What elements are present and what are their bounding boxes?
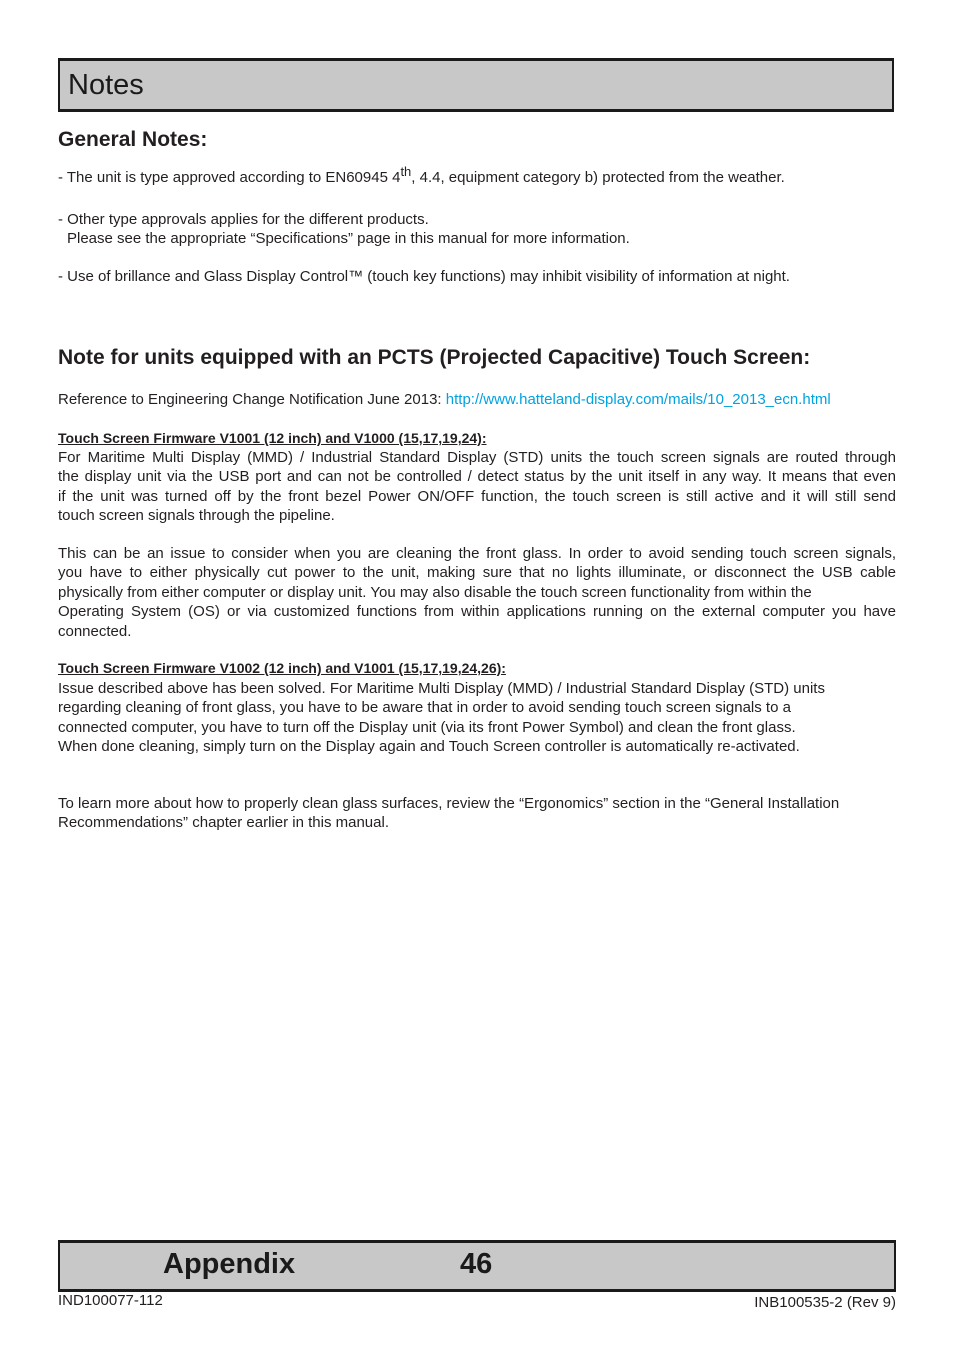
fw1-p2-line: you have to either physically cut power to the unit, making sure that no lights illuminate, or disconnect the USB cable [58,564,896,582]
note-1-text: - The unit is type approved according to EN60945 4 [58,169,401,186]
fw1-paragraph-2 [58,544,896,641]
page-title: Notes [68,69,144,101]
fw1-paragraph-1 [58,448,896,526]
fw1-p2-line: Operating System (OS) or via customized functions from within applications running on the external computer you have [58,603,896,621]
fw1-p1-line: touch screen signals through the pipeline. [58,507,335,525]
fw2-line: regarding cleaning of front glass, you have to be aware that in order to avoid sending touch screen signals to a [58,699,791,717]
fw2-line: connected computer, you have to turn off the Display unit (via its front Power Symbol) and clean the front glass. [58,718,796,736]
fw1-p2-line: physically from either computer or display unit. You may also disable the touch screen functionality from within the [58,583,812,601]
doc-number-left: IND100077-112 [58,1292,163,1309]
fw1-p2-line: connected. [58,622,132,640]
learn-more-line: Recommendations” chapter earlier in this manual. [58,814,389,832]
general-note-2-line-1: - Other type approvals applies for the different products. [58,211,429,228]
reference-text: Reference to Engineering Change Notification June 2013: [58,391,446,408]
pcts-heading: Note for units equipped with an PCTS (Projected Capacitive) Touch Screen: [58,346,811,369]
learn-more-line: To learn more about how to properly clean glass surfaces, review the “Ergonomics” section in the “General Installation [58,795,840,812]
note-1-text-end: , 4.4, equipment category b) protected from the weather. [411,169,785,186]
general-note-1 [58,164,785,187]
fw1-p1-line: if the unit was turned off by the front bezel Power ON/OFF function, the touch screen is still active and it will still send [58,487,896,505]
learn-more-paragraph [58,794,896,833]
page-number: 46 [460,1248,493,1280]
page-header-bar [58,58,894,112]
ecn-link[interactable]: http://www.hatteland-display.com/mails/10_2013_ecn.html [445,391,831,408]
footer-bar [58,1240,896,1292]
fw2-paragraph [58,679,896,757]
fw1-p2-line: This can be an issue to consider when you are cleaning the front glass. In order to avoid sending touch screen signals, [58,545,896,562]
fw1-p1-line: For Maritime Multi Display (MMD) / Industrial Standard Display (STD) units the touch screen signals are routed through [58,449,896,466]
general-note-3: - Use of brillance and Glass Display Control™ (touch key functions) may inhibit visibility of information at night. [58,268,790,285]
fw2-heading: Touch Screen Firmware V1002 (12 inch) and V1001 (15,17,19,24,26): [58,660,506,676]
fw1-p1-line: the display unit via the USB port and can not be controlled / detect status by the unit itself in any way. It means that even [58,468,896,486]
general-note-2-line-2: Please see the appropriate “Specifications” page in this manual for more information. [67,230,630,247]
note-1-superscript: th [400,164,412,179]
reference-line [58,390,831,409]
fw2-line: When done cleaning, simply turn on the Display again and Touch Screen controller is automatically re-activated. [58,738,800,756]
doc-number-right: INB100535-2 (Rev 9) [754,1294,896,1311]
footer-section-title: Appendix [163,1248,296,1280]
fw1-heading: Touch Screen Firmware V1001 (12 inch) and V1000 (15,17,19,24): [58,430,487,446]
fw2-line: Issue described above has been solved. For Maritime Multi Display (MMD) / Industrial Standard Display (STD) units [58,680,825,697]
general-notes-heading: General Notes: [58,128,208,151]
